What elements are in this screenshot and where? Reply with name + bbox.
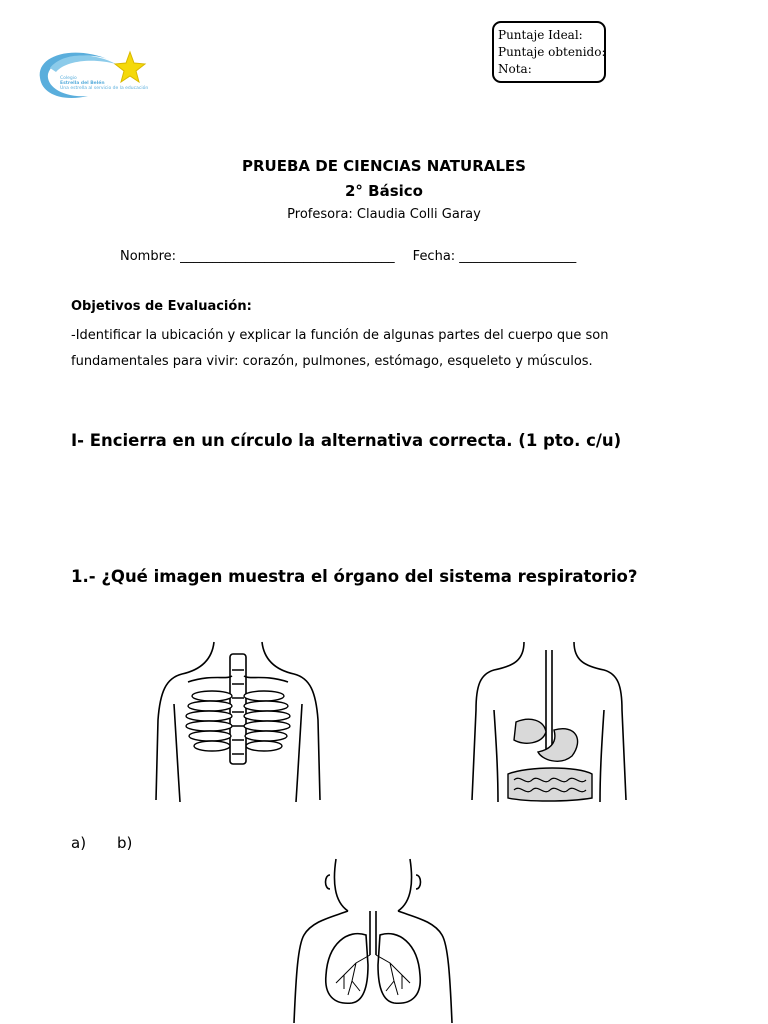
date-field[interactable]: Fecha: __________________ [412, 249, 577, 264]
option-a-label[interactable]: a) [71, 834, 87, 852]
option-b-label[interactable]: b) [117, 834, 133, 852]
option-labels [71, 834, 163, 852]
digestive-system-icon[interactable] [468, 640, 630, 804]
objectives-heading: Objetivos de Evaluación: [71, 299, 252, 314]
school-logo-icon [32, 38, 152, 106]
test-title: PRUEBA DE CIENCIAS NATURALES [242, 157, 526, 175]
teacher-name: Profesora: Claudia Colli Garay [287, 207, 481, 222]
section-instruction: I- Encierra en un círculo la alternativa correcta. (1 pto. c/u) [71, 431, 622, 450]
test-level: 2° Básico [345, 182, 423, 200]
lungs-icon[interactable] [292, 855, 454, 1023]
ideal-score-label: Puntaje Ideal: [498, 28, 583, 42]
obtained-score-label: Puntaje obtenido: [498, 45, 606, 59]
student-fields [120, 249, 576, 264]
school-logo [32, 38, 152, 106]
grade-label: Nota: [498, 62, 532, 76]
question-1: 1.- ¿Qué imagen muestra el órgano del sistema respiratorio? [71, 567, 638, 586]
objectives-text: -Identificar la ubicación y explicar la función de algunas partes del cuerpo que son fundamentales para vivir: corazón, pulmones, estómago, esqueleto y músculos. [71, 328, 609, 369]
skeleton-ribcage-icon[interactable] [152, 640, 324, 806]
score-box [492, 21, 606, 83]
logo-text: Colegio Estrella del Belén Una estrella al servicio de la educación [60, 76, 149, 91]
name-field[interactable]: Nombre: _________________________________ [120, 249, 395, 264]
